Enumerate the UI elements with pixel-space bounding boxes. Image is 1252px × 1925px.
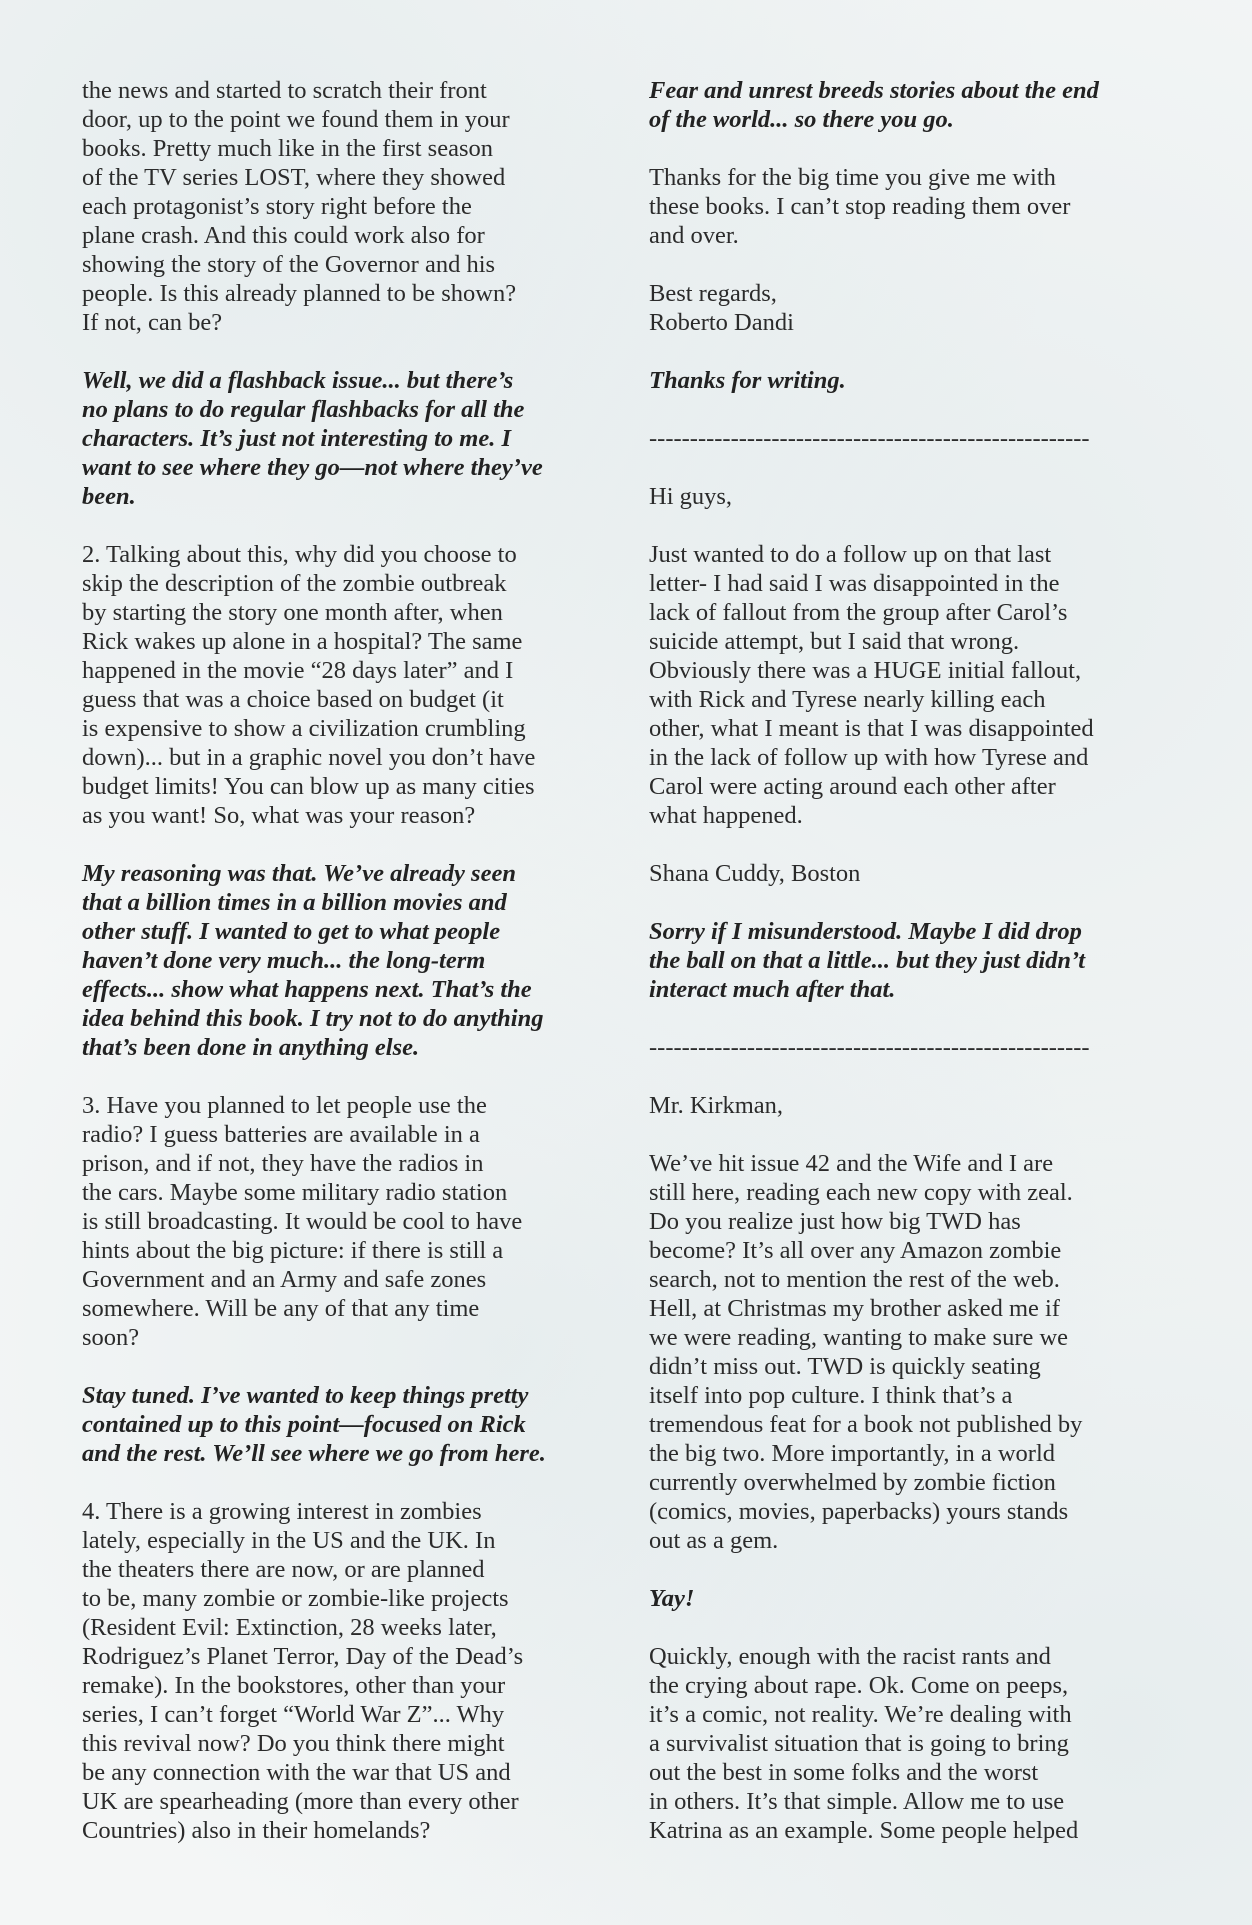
letter-paragraph: 3. Have you planned to let people use the radio? I guess batteries are available in a prison, and if not, they have the radios in the cars. Maybe some military radio station is still broadcasting. It would be cool to have hints about the big picture: if there is still a Government and an Army and safe zones somewhere. Will be any of that any time soon? [82,1092,523,1351]
letter-paragraph: Thanks for the big time you give me with these books. I can’t stop reading them over and over. [649,164,1071,249]
editor-reply: Fear and unrest breeds stories about the end of the world... so there you go. [649,77,1099,133]
left-column [82,76,602,1874]
letter-paragraph: the news and started to scratch their front door, up to the point we found them in your books. Pretty much like in the first season of the TV series LOST, where they showed each protagonist’s story right before the plane crash. And this could work also for showing the story of the Governor and his people. Is this already planned to be shown? If not, can be? [82,77,517,336]
section-divider: ------------------------------------------------------ [649,1034,1090,1061]
letter-paragraph: Quickly, enough with the racist rants and the crying about rape. Ok. Come on peeps, it’s a comic, not reality. We’re dealing with a survivalist situation that is going to bring out the best in some folks and the worst in others. It’s that simple. Allow me to use Katrina as an example. Some people helped [649,1643,1079,1844]
section-divider: ------------------------------------------------------ [649,425,1090,452]
letter-paragraph: 2. Talking about this, why did you choose to skip the description of the zombie outbreak by starting the story one month after, when Rick wakes up alone in a hospital? The same happened in the movie “28 days later” and I guess that was a choice based on budget (it is expensive to show a civilization crumbling down)... but in a graphic novel you don’t have budget limits! You can blow up as many cities as you want! So, what was your reason? [82,541,536,829]
letter-paragraph: Just wanted to do a follow up on that last letter- I had said I was disappointed in the lack of fallout from the group after Carol’s suicide attempt, but I said that wrong. Obviously there was a HUGE initial fallout, with Rick and Tyrese nearly killing each other, what I meant is that I was disappointed in the lack of follow up with how Tyrese and Carol were acting around each other after what happened. [649,541,1094,829]
editor-reply: My reasoning was that. We’ve already seen that a billion times in a billion movies and other stuff. I wanted to get to what people haven’t done very much... the long-term effects... show what happens next. That’s the idea behind this book. I try not to do anything that’s been done in anything else. [82,860,544,1061]
editor-reply: Stay tuned. I’ve wanted to keep things pretty contained up to this point—focused on Rick and the rest. We’ll see where we go from here. [82,1382,546,1467]
letter-greeting: Mr. Kirkman, [649,1092,784,1119]
letter-greeting: Hi guys, [649,483,733,510]
editor-reply: Sorry if I misunderstood. Maybe I did drop the ball on that a little... but they just didn’t interact much after that. [649,918,1086,1003]
letter-signature: Best regards, Roberto Dandi [649,280,794,336]
editor-reply: Well, we did a flashback issue... but there’s no plans to do regular flashbacks for all the characters. It’s just not interesting to me. I want to see where they go—not where they’ve been. [82,367,543,510]
editor-reply: Yay! [649,1585,695,1612]
letter-paragraph: 4. There is a growing interest in zombies lately, especially in the US and the UK. In the theaters there are now, or are planned to be, many zombie or zombie-like projects (Resident Evil: Extinction, 28 weeks later, Rodriguez’s Planet Terror, Day of the Dead’s remake). In the bookstores, other than your series, I can’t forget “World War Z”... Why this revival now? Do you think there might be any connection with the war that US and UK are spearheading (more than every other Countries) also in their homelands? [82,1498,524,1844]
letter-signature: Shana Cuddy, Boston [649,860,861,887]
letter-paragraph: We’ve hit issue 42 and the Wife and I are still here, reading each new copy with zeal. Do you realize just how big TWD has become? It’s all over any Amazon zombie search, not to mention the rest of the web. Hell, at Christmas my brother asked me if we were reading, wanting to make sure we didn’t miss out. TWD is quickly seating itself into pop culture. I think that’s a tremendous feat for a book not published by the big two. More importantly, in a world currently overwhelmed by zombie fiction (comics, movies, paperbacks) yours stands out as a gem. [649,1150,1083,1554]
right-column [649,76,1189,1874]
editor-reply: Thanks for writing. [649,367,846,394]
